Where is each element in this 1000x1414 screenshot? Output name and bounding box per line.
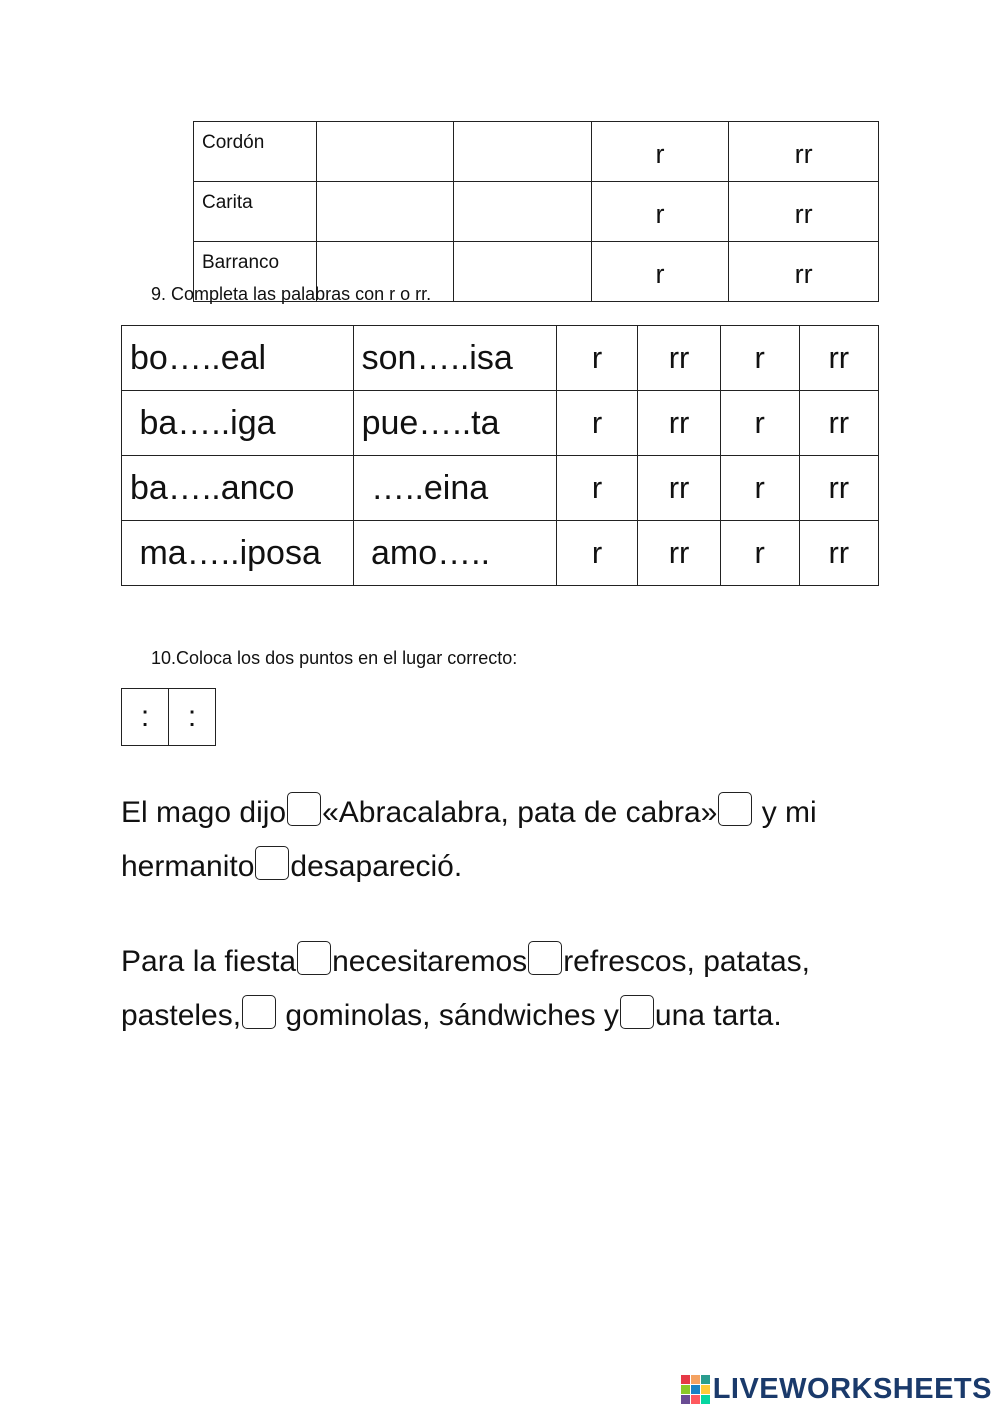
sentence-2	[121, 935, 881, 1043]
colon-drag-source	[121, 688, 216, 746]
drop-box[interactable]	[620, 995, 654, 1029]
option-rr[interactable]: rr	[799, 391, 878, 456]
option-r[interactable]: r	[556, 521, 638, 586]
colon-tile[interactable]: :	[140, 700, 150, 733]
table-row	[122, 521, 879, 586]
word-cell: …..eina	[353, 456, 556, 521]
word-cell: amo…..	[353, 521, 556, 586]
table-row	[122, 391, 879, 456]
option-rr[interactable]: rr	[638, 521, 720, 586]
option-r[interactable]: r	[556, 391, 638, 456]
word-cell: Cordón	[194, 122, 317, 182]
sentence-text: pasteles,	[121, 999, 242, 1032]
word-cell: pue…..ta	[353, 391, 556, 456]
drop-box[interactable]	[718, 792, 752, 826]
sentence-text: «Abracalabra, pata de cabra»	[322, 796, 718, 829]
colon-tile[interactable]: :	[168, 689, 215, 745]
sentence-text: necesitaremos	[332, 945, 528, 978]
answer-cell[interactable]	[454, 122, 592, 182]
option-rr[interactable]: rr	[799, 456, 878, 521]
option-r[interactable]: r	[591, 122, 729, 182]
option-rr[interactable]: rr	[729, 242, 879, 302]
word-cell: ba…..iga	[122, 391, 354, 456]
word-cell: bo…..eal	[122, 326, 354, 391]
liveworksheets-brand	[681, 1373, 992, 1406]
table-row	[194, 122, 879, 182]
option-rr[interactable]: rr	[729, 122, 879, 182]
sentence-text: desapareció.	[290, 850, 463, 883]
option-r[interactable]: r	[591, 182, 729, 242]
option-rr[interactable]: rr	[638, 326, 720, 391]
drop-box[interactable]	[287, 792, 321, 826]
word-cell: ba…..anco	[122, 456, 354, 521]
sentence-text: y mi	[753, 796, 817, 829]
brand-name: LIVEWORKSHEETS	[712, 1373, 992, 1405]
answer-cell[interactable]	[454, 242, 592, 302]
liveworksheets-logo-icon	[681, 1375, 710, 1404]
option-r[interactable]: r	[720, 326, 799, 391]
drop-box[interactable]	[242, 995, 276, 1029]
word-cell: Barranco	[194, 242, 317, 302]
word-cell: ma…..iposa	[122, 521, 354, 586]
table-row	[122, 326, 879, 391]
answer-cell[interactable]	[316, 122, 454, 182]
option-r[interactable]: r	[720, 391, 799, 456]
option-r[interactable]: r	[591, 242, 729, 302]
option-r[interactable]: r	[556, 456, 638, 521]
drop-box[interactable]	[255, 846, 289, 880]
table-row	[194, 182, 879, 242]
option-r[interactable]: r	[720, 456, 799, 521]
option-rr[interactable]: rr	[638, 456, 720, 521]
table-row	[122, 456, 879, 521]
complete-words-table	[121, 325, 879, 586]
exercise-9-heading: 9. Completa las palabras con r o rr.	[151, 284, 432, 304]
sentence-text: una tarta.	[654, 999, 782, 1032]
option-r[interactable]: r	[720, 521, 799, 586]
sentence-1	[121, 786, 881, 894]
sentence-text: El mago dijo	[121, 796, 287, 829]
option-rr[interactable]: rr	[799, 326, 878, 391]
word-cell: Carita	[194, 182, 317, 242]
classification-table	[193, 121, 879, 302]
sentence-text: refrescos, patatas,	[563, 945, 810, 978]
option-rr[interactable]: rr	[638, 391, 720, 456]
option-rr[interactable]: rr	[799, 521, 878, 586]
word-cell: son…..isa	[353, 326, 556, 391]
exercise-10-heading: 10.Coloca los dos puntos en el lugar correcto:	[151, 648, 518, 668]
drop-box[interactable]	[528, 941, 562, 975]
sentence-text: hermanito	[121, 850, 255, 883]
answer-cell[interactable]	[454, 182, 592, 242]
sentence-text: gominolas, sándwiches y	[277, 999, 619, 1032]
option-rr[interactable]: rr	[729, 182, 879, 242]
option-r[interactable]: r	[556, 326, 638, 391]
sentence-text: Para la fiesta	[121, 945, 297, 978]
drop-box[interactable]	[297, 941, 331, 975]
answer-cell[interactable]	[316, 182, 454, 242]
